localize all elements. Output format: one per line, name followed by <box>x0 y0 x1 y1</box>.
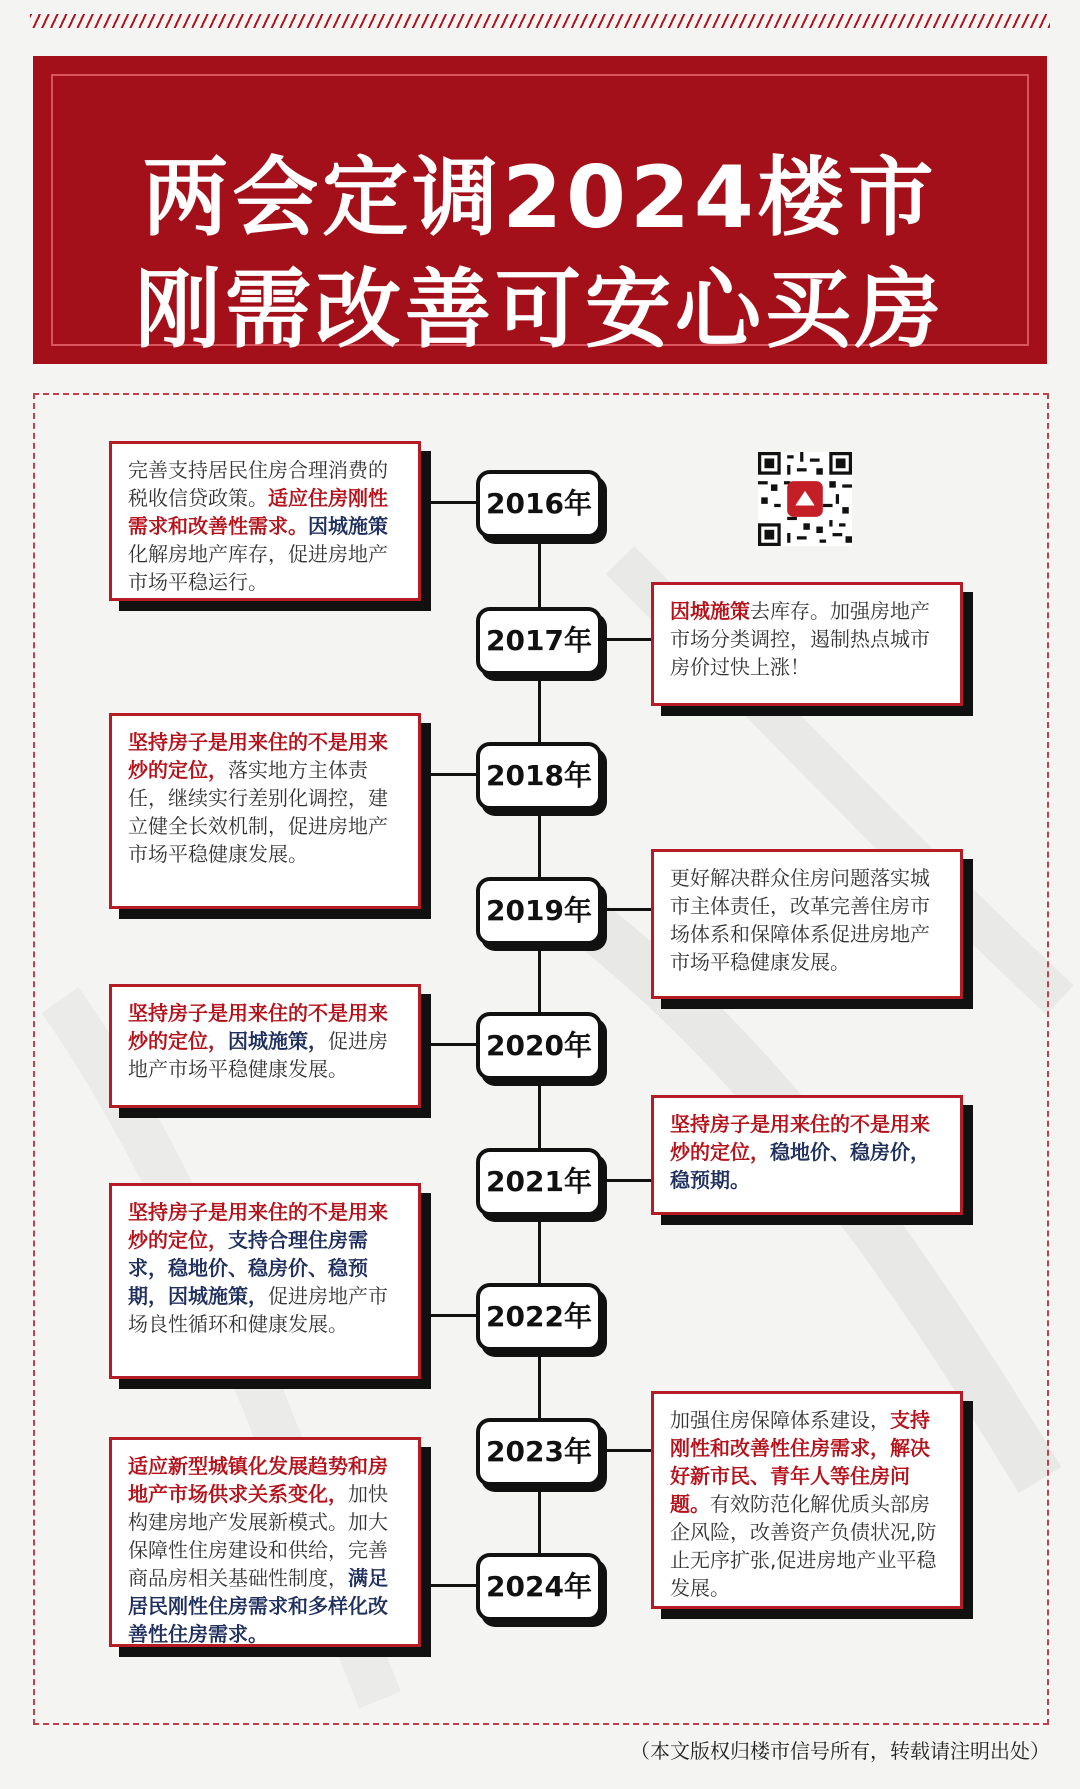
card-2018-text-2: 落实地方主体责任，继续实行差别化调控，建立健全长效机制，促进房地产市场平稳健康发展。 <box>128 758 388 866</box>
card-2021 <box>651 1095 963 1215</box>
card-2017-text-1: 因城施策 <box>670 599 750 623</box>
card-2017 <box>651 582 963 706</box>
connector-2023 <box>596 1449 651 1452</box>
title-banner <box>33 56 1047 364</box>
year-badge-2020: 2020年 <box>476 1012 602 1080</box>
connector-2020 <box>423 1043 478 1046</box>
top-hatch-border <box>30 14 1050 28</box>
connector-2022 <box>423 1314 478 1317</box>
card-2020-text-3: 促进房地产市场平稳健康发展。 <box>128 1029 388 1081</box>
connector-2024 <box>423 1584 478 1587</box>
year-badge-2016: 2016年 <box>476 470 602 538</box>
card-2023-text-3: 有效防范化解优质头部房企风险，改善资产负债状况,防止无序扩张,促进房地产业平稳发展。 <box>670 1492 937 1600</box>
card-2024-text-3: 满足居民刚性住房需求和多样化改善性住房需求。 <box>128 1566 388 1646</box>
card-2016-text-4: 化解房地产库存，促进房地产市场平稳运行。 <box>128 542 388 594</box>
card-2023-text-2: 支持刚性和改善性住房需求，解决好新市民、青年人等住房问题。 <box>670 1408 930 1516</box>
connector-2018 <box>423 773 478 776</box>
title-line-1: 两会定调2024楼市 <box>142 148 938 248</box>
qr-code-icon <box>758 452 852 546</box>
card-2022 <box>109 1183 421 1379</box>
title-line-2: 刚需改善可安心买房 <box>135 260 945 360</box>
year-badge-2023: 2023年 <box>476 1418 602 1486</box>
card-2018 <box>109 713 421 909</box>
card-2024-text-2: 加快构建房地产发展新模式。加大保障性住房建设和供给，完善商品房相关基础性制度， <box>128 1482 388 1590</box>
connector-2016 <box>423 501 478 504</box>
connector-2017 <box>596 638 651 641</box>
card-2016-text-1: 完善支持居民住房合理消费的税收信贷政策。 <box>128 458 388 510</box>
card-2022-text-2: 支持合理住房需求，稳地价、稳房价、稳预期，因城施策， <box>128 1228 368 1308</box>
year-badge-2019: 2019年 <box>476 877 602 945</box>
card-2016-text-2: 适应住房刚性需求和改善性需求。 <box>128 486 388 538</box>
card-2022-text-1: 坚持房子是用来住的不是用来炒的定位， <box>128 1200 388 1252</box>
card-2020-text-2: 因城施策， <box>228 1029 328 1053</box>
card-2019-text-1: 更好解决群众住房问题落实城市主体责任，改革完善住房市场体系和保障体系促进房地产市场平稳健康发展。 <box>670 866 930 974</box>
card-2023 <box>651 1391 963 1609</box>
year-badge-2018: 2018年 <box>476 742 602 810</box>
card-2021-text-1: 坚持房子是用来住的不是用来炒的定位， <box>670 1112 930 1164</box>
year-badge-2021: 2021年 <box>476 1148 602 1216</box>
card-2018-text-1: 坚持房子是用来住的不是用来炒的定位， <box>128 730 388 782</box>
connector-2021 <box>596 1179 651 1182</box>
card-2024-text-1: 适应新型城镇化发展趋势和房地产市场供求关系变化， <box>128 1454 388 1506</box>
card-2023-text-1: 加强住房保障体系建设， <box>670 1408 890 1432</box>
card-2017-text-2: 去库存。加强房地产市场分类调控，遏制热点城市房价过快上涨！ <box>670 599 930 679</box>
card-2020 <box>109 984 421 1108</box>
card-2022-text-3: 促进房地产市场良性循环和健康发展。 <box>128 1284 388 1336</box>
year-badge-2022: 2022年 <box>476 1283 602 1351</box>
year-badge-2024: 2024年 <box>476 1553 602 1621</box>
copyright-footer: （本文版权归楼市信号所有，转载请注明出处） <box>630 1739 1050 1763</box>
connector-2019 <box>596 908 651 911</box>
card-2016 <box>109 441 421 601</box>
card-2024 <box>109 1437 421 1647</box>
card-2019 <box>651 849 963 999</box>
card-2021-text-2: 稳地价、稳房价，稳预期。 <box>670 1140 930 1192</box>
card-2020-text-1: 坚持房子是用来住的不是用来炒的定位， <box>128 1001 388 1053</box>
card-2016-text-3: 因城施策 <box>308 514 388 538</box>
title-inner-frame <box>51 74 1029 360</box>
year-badge-2017: 2017年 <box>476 607 602 675</box>
